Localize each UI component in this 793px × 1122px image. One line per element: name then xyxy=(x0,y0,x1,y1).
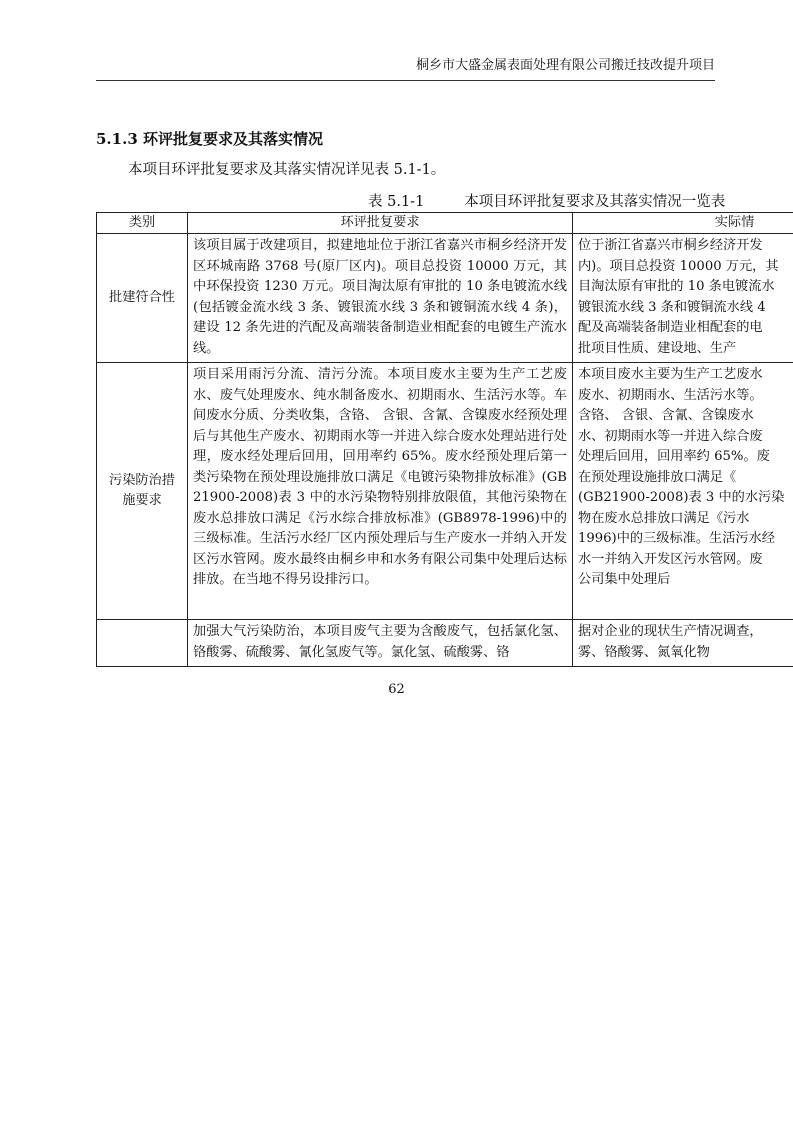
table-row xyxy=(97,234,793,363)
actual-line: 处理后回用，回用率约 65%。废 xyxy=(578,449,770,464)
actual-line: 配及高端装备制造业相配套的电 xyxy=(578,320,763,335)
actual-line: 物在废水总排放口满足《污水 xyxy=(578,510,750,526)
actual-line: 目淘汰原有审批的 10 条电镀流水 xyxy=(578,279,775,294)
actual-line: 含铬、 含银、含氰、含镍废水 xyxy=(578,408,754,423)
actual-line: 水、初期雨水等一并进入综合废 xyxy=(578,428,763,444)
actual-line: 位于浙江省嘉兴市桐乡经济开发 xyxy=(578,238,763,253)
table-row xyxy=(97,363,793,620)
actual-line: 废水、初期雨水、生活污水等。 xyxy=(578,387,763,403)
header-title: 桐乡市大盛金属表面处理有限公司搬迁技改提升项目 xyxy=(415,58,715,73)
table-caption xyxy=(368,190,725,211)
section-title: 5.1.3 环评批复要求及其落实情况 xyxy=(96,130,323,148)
page-number: 62 xyxy=(388,682,405,697)
table-caption-number: 表 5.1-1 xyxy=(368,194,425,210)
actual-line: 公司集中处理后 xyxy=(578,572,671,587)
actual-line: 镀银流水线 3 条和镀铜流水线 4 xyxy=(578,299,766,315)
row-category: 污染防治措施要求 xyxy=(97,363,188,620)
actual-line: 1996)中的三级标准。生活污水经 xyxy=(578,531,775,546)
actual-line: 水一并纳入开发区污水管网。废 xyxy=(578,551,763,567)
table-header-row xyxy=(97,213,793,234)
row-requirement: 加强大气污染防治，本项目废气主要为含酸废气，包括氯化氢、铬酸雾、硫酸雾、氰化氢废气等。氯化氢、硫酸雾、铬 xyxy=(188,620,573,667)
actual-line: 据对企业的现状生产情况调查， xyxy=(578,624,763,639)
table-caption-text: 本项目环评批复要求及其落实情况一览表 xyxy=(464,194,726,210)
row-requirement: 该项目属于改建项目，拟建地址位于浙江省嘉兴市桐乡经济开发区环城南路 3768 号(原厂区内)。项目总投资 10000 万元，其中环保投资 1230 万元。项目淘汰原有审批的 10 条电镀流水线(包括镀金流水线 3 条、镀银流水线 3 条和镀铜流水线 4 条)，建设 12 条先进的汽配及高端装备制造业相配套的电镀生产流水线。 xyxy=(188,234,573,363)
actual-line: 本项目废水主要为生产工艺废水 xyxy=(578,367,763,382)
actual-line: 雾、铬酸雾、氮氧化物 xyxy=(578,644,710,660)
page-header xyxy=(96,54,715,81)
row-category xyxy=(97,620,188,667)
approval-table xyxy=(96,212,793,667)
table-row xyxy=(97,620,793,667)
row-actual xyxy=(573,234,793,363)
actual-line: 在预处理设施排放口满足《 xyxy=(578,469,737,485)
row-category: 批建符合性 xyxy=(97,234,188,363)
actual-line: 内)。项目总投资 10000 万元，其 xyxy=(578,258,779,274)
actual-line: (GB21900-2008)表 3 中的水污染 xyxy=(578,490,785,505)
row-actual xyxy=(573,620,793,667)
header-requirement: 环评批复要求 xyxy=(188,213,573,234)
intro-paragraph: 本项目环评批复要求及其落实情况详见表 5.1-1。 xyxy=(128,162,446,178)
header-actual: 实际情 xyxy=(573,213,793,234)
header-category: 类别 xyxy=(97,213,188,234)
row-actual xyxy=(573,363,793,620)
row-requirement: 项目采用雨污分流、清污分流。本项目废水主要为生产工艺废水、废气处理废水、纯水制备废水、初期雨水、生活污水等。车间废水分质、分类收集，含铬、 含银、含氰、含镍废水经预处理后与其他生产废水、初期雨水等一并进入综合废水处理站进行处理，废水经处理后回用，回用率约 65%。废水经预处理后第一类污染物在预处理设施排放口满足《电镀污染物排放标准》(GB21900-2008)表 3 中的水污染物特别排放限值，其他污染物在废水总排放口满足《污水综合排放标准》(GB8978-1996)中的三级标准。生活污水经厂区内预处理后与生产废水一并纳入开发区污水管网。废水最终由桐乡申和水务有限公司集中处理后达标排放。在当地不得另设排污口。 xyxy=(188,363,573,620)
actual-line: 批项目性质、建设地、生产 xyxy=(578,340,737,356)
table-container xyxy=(96,212,793,672)
